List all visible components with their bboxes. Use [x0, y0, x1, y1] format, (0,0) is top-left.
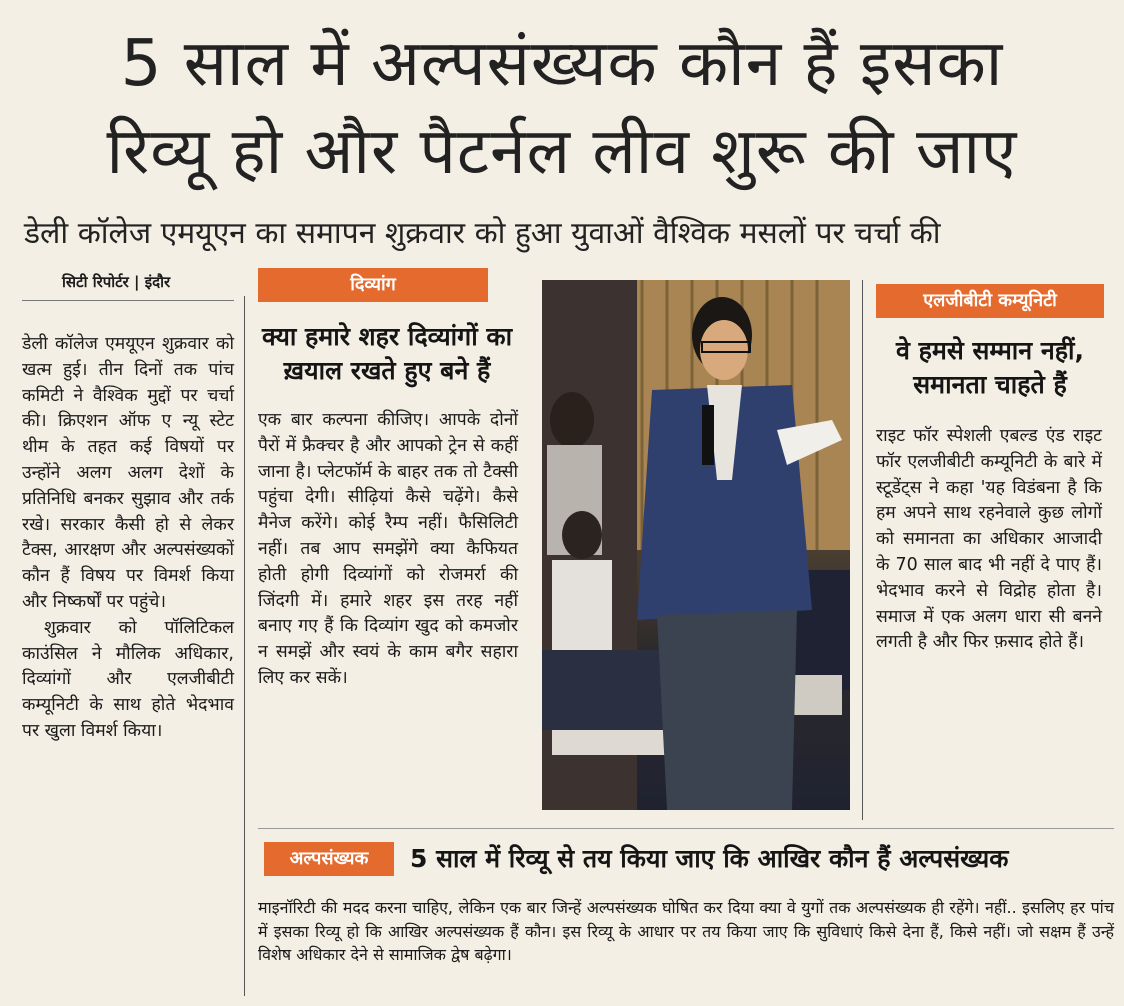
left-column-para-1: डेली कॉलेज एमयूएन शुक्रवार को खत्म हुई। तीन दिनों तक पांच कमिटी ने वैश्विक मुद्दों पर चर्चा की। क्रिएशन ऑफ ए न्यू स्टेट थीम के तहत कई विषयों पर उन्होंने अलग अलग देशों के प्रतिनिधि बनकर सुझाव और तर्क रखे। सरकार कैसी हो से लेकर टैक्स, आरक्षण और अल्पसंख्यकों कौन हैं विषय पर विमर्श किया और निष्कर्षों पर पहुंचे। [22, 334, 234, 612]
right-column-heading: वे हमसे सम्मान नहीं, समानता चाहते हैं [896, 336, 1084, 399]
middle-column-heading: क्या हमारे शहर दिव्यांगों का ख़याल रखते हुए बने हैं [261, 322, 513, 385]
bottom-top-rule [258, 828, 1114, 829]
subheadline: डेली कॉलेज एमयूएन का समापन शुक्रवार को हुआ युवाओं वैश्विक मसलों पर चर्चा की [24, 216, 941, 251]
right-column-body: राइट फॉर स्पेशली एबल्ड एंड राइट फॉर एलजीबीटी कम्यूनिटी के बारे में स्टूडेंट्स ने कहा 'यह विडंबना है कि हम अपने साथ रहनेवाले कुछ लोगों को समानता का अधिकार आजादी के 70 साल बाद भी नहीं दे पाए हैं। भेदभाव करने से विद्रोह होता है। समाज में एक अलग धारा सी बनने लगती है और फिर फ़साद होते हैं। [876, 426, 1102, 653]
column-divider-left [244, 296, 245, 996]
column-divider-right [862, 280, 863, 820]
headline-line-2: रिव्यू हो और पैटर्नल लीव शुरू की जाए [106, 115, 1018, 189]
tag-lgbt-community: एलजीबीटी कम्यूनिटी [876, 284, 1104, 318]
left-top-rule [22, 300, 234, 301]
headline-line-1: 5 साल में अल्पसंख्यक कौन हैं इसका [120, 27, 1004, 101]
byline: सिटी रिपोर्टर | इंदौर [62, 273, 171, 291]
student-speaking-illustration [542, 280, 850, 810]
left-column-para-2: शुक्रवार को पॉलिटिकल काउंसिल ने मौलिक अधिकार, दिव्यांगों और एलजीबीटी कम्यूनिटी के साथ होते भेदभाव पर खुला विमर्श किया। [22, 617, 234, 741]
tag-alpsankhyak: अल्पसंख्यक [264, 842, 394, 876]
bottom-heading: 5 साल में रिव्यू से तय किया जाए कि आखिर कौन हैं अल्पसंख्यक [410, 844, 1009, 873]
middle-column-body: एक बार कल्पना कीजिए। आपके दोनों पैरों में फ्रैक्चर है और आपको ट्रेन से कहीं जाना है। प्लेटफॉर्म के बाहर तक तो टैक्सी पहुंचा देगी। सीढ़ियां कैसे चढ़ेंगे। कैसे मैनेज करेंगे। कोई रैम्प नहीं। फैसिलिटी नहीं। तब आप समझेंगे क्या कैफियत होती होगी दिव्यांगों को रोजमर्रा की जिंदगी में। हमारे शहर इस तरह नहीं बनाए गए हैं कि दिव्यांग खुद को कमजोर न समझें और स्वयं के काम बगैर सहारा लिए कर सकें। [258, 410, 518, 688]
tag-divyang: दिव्यांग [258, 268, 488, 302]
bottom-body: माइनॉरिटी की मदद करना चाहिए, लेकिन एक बार जिन्हें अल्पसंख्यक घोषित कर दिया क्या वे युगों तक अल्पसंख्यक ही रहेंगे। नहीं.. इसलिए हर पांच में इसका रिव्यू हो कि आखिर अल्पसंख्यक हैं कौन। इस रिव्यू के आधार पर तय किया जाए कि सुविधाएं किसे देना हैं, किसे नहीं। जो सक्षम हैं उन्हें विशेष अधिकार देने से सामाजिक द्वेष बढ़ेगा। [258, 898, 1114, 964]
event-photo [542, 280, 850, 810]
left-column [22, 332, 234, 745]
